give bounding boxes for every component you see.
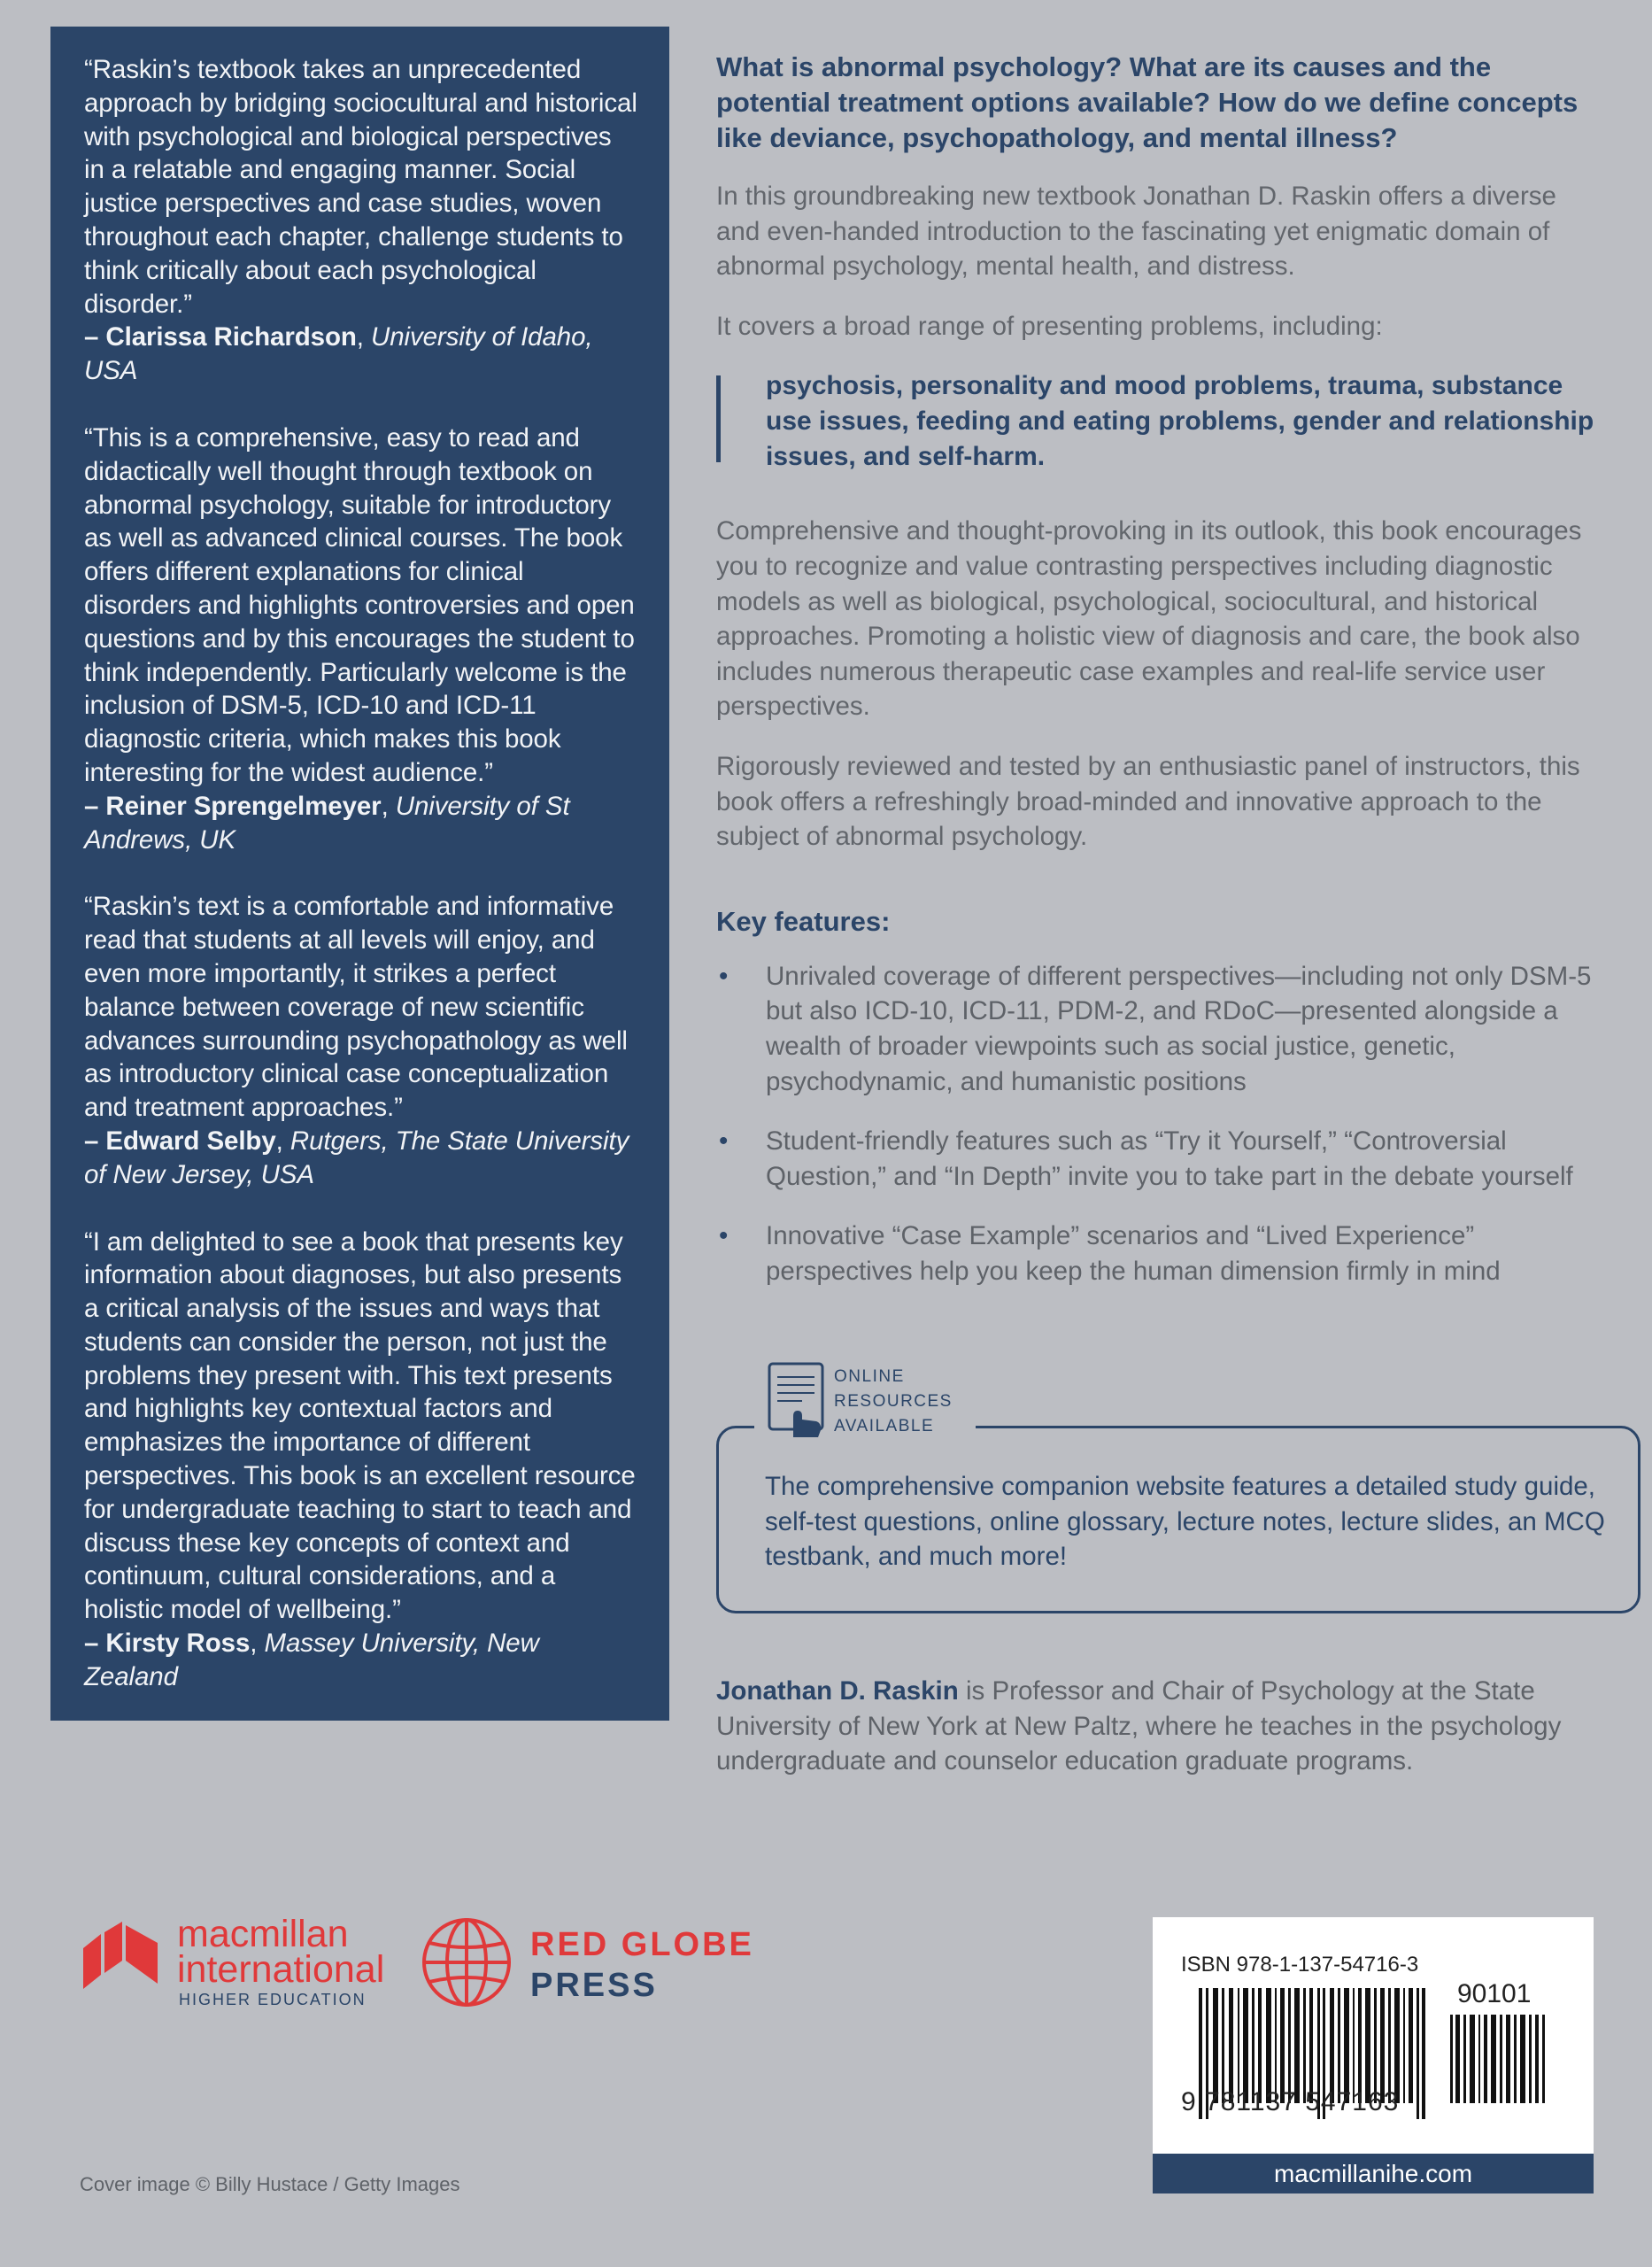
key-features-list: [716, 959, 1602, 1289]
key-features-title: Key features:: [716, 905, 891, 937]
macmillan-logo: [80, 1913, 385, 2014]
bullet-icon: •: [719, 1221, 729, 1251]
press-wordmark: PRESS: [530, 1967, 658, 2004]
author-bio: Jonathan D. Raskin is Professor and Chair of Psychology at the State University of New York at New Paltz, where he teaches in the psychology undergraduate and counselor education graduate programs.: [716, 1676, 1562, 1776]
author-name: Jonathan D. Raskin: [716, 1676, 959, 1706]
list-item: • Student-friendly features such as “Try it Yourself,” “Controversial Question,” and “In Depth” invite you to take part in the debate yourself: [716, 1124, 1602, 1194]
coverage-intro: It covers a broad range of presenting problems, including:: [716, 311, 1383, 341]
red-globe-wordmark: RED GLOBE: [530, 1926, 754, 1963]
touch-screen-icon: [767, 1361, 829, 1437]
barcode-panel: [1153, 1917, 1594, 2192]
endorsement: [84, 422, 637, 856]
cover-credit: Cover image © Billy Hustace / Getty Images: [80, 2173, 460, 2195]
endorsement-text: “Raskin’s text is a comfortable and informative read that students at all levels will enjoy, and even more importantly, it strikes a perfect balance between coverage of new scientific advances surrounding psychopathology as well as introductory clinical case conceptualization and treatment approaches.”: [84, 892, 628, 1123]
macmillan-m-icon: [80, 1922, 161, 1992]
endorsement-attribution: – Kirsty Ross, Massey University, New Zealand: [84, 1629, 539, 1691]
highlight-bar: [716, 375, 721, 462]
price-code: 90101: [1457, 1979, 1532, 2008]
coverage-list: psychosis, personality and mood problems, trauma, substance use issues, feeding and eating problems, gender and relationship issues, and self-harm.: [766, 371, 1594, 472]
endorsement-attribution: – Edward Selby, Rutgers, The State University of New Jersey, USA: [84, 1126, 629, 1189]
barcode-digits: 9 781137 547163: [1181, 2087, 1400, 2116]
bullet-icon: •: [719, 961, 729, 991]
macmillan-wordmark: macmillan international: [177, 1913, 385, 1991]
coverage-highlight: [716, 368, 1602, 475]
lead-questions: What is abnormal psychology? What are its causes and the potential treatment options available? How do we define concepts like deviance, psychopathology, and mental illness?: [716, 51, 1579, 153]
endorsement-text: “I am delighted to see a book that presents key information about diagnoses, but also presents a critical analysis of the issues and ways that students can consider the person, not just the problems they present with. This text presents and highlights key contextual factors and emphasizes the importance of different perspectives. This book is an excellent resource for undergraduate teaching to start to teach and discuss these key concepts of context and continuum, cultural considerations, and a holistic model of wellbeing.”: [84, 1226, 636, 1625]
description-column: [716, 50, 1602, 1313]
publisher-website[interactable]: macmillanihe.com: [1153, 2154, 1594, 2193]
endorsement-attribution: – Clarissa Richardson, University of Idaho, USA: [84, 322, 593, 386]
endorsement-text: “This is a comprehensive, easy to read and didactically well thought through textbook on abnormal psychology, suitable for introductory as well as advanced clinical courses. The book offers different explanations for clinical disorders and highlights controversies and open questions and by this encourages the student to think independently. Particularly welcome is the inclusion of DSM-5, ICD-10 and ICD-11 diagnostic criteria, which makes this book interesting for the widest audience.”: [84, 422, 635, 787]
endorsement: [84, 1226, 637, 1694]
bullet-icon: •: [719, 1126, 729, 1157]
endorsement: [84, 890, 637, 1191]
intro-paragraph: In this groundbreaking new textbook Jonathan D. Raskin offers a diverse and even-handed introduction to the fascinating yet enigmatic domain of abnormal psychology, mental health, and distress.: [716, 182, 1556, 282]
list-item: • Innovative “Case Example” scenarios and “Lived Experience” perspectives help you keep the human dimension firmly in mind: [716, 1219, 1602, 1288]
review-paragraph: Rigorously reviewed and tested by an enthusiastic panel of instructors, this book offers a refreshingly broad-minded and innovative approach to the subject of abnormal psychology.: [716, 751, 1580, 852]
macmillan-subtitle: HIGHER EDUCATION: [179, 1991, 367, 2008]
endorsement-text: “Raskin’s textbook takes an unprecedented approach by bridging sociocultural and historical with psychological and biological perspectives in a relatable and engaging manner. Social justice perspectives and case studies, woven throughout each chapter, challenge students to think critically about each psychological disorder.”: [84, 55, 637, 319]
endorsements-panel: [50, 27, 669, 1721]
isbn-text: ISBN 978-1-137-54716-3: [1181, 1953, 1419, 1977]
list-item: • Unrivaled coverage of different perspectives—including not only DSM-5 but also ICD-10, ICD-11, PDM-2, and RDoC—presented alongside a wealth of broader viewpoints such as social justice, genetic, psychodynamic, and humanistic positions: [716, 959, 1602, 1099]
endorsement: [84, 53, 637, 388]
endorsement-attribution: – Reiner Sprengelmeyer, University of St Andrews, UK: [84, 791, 570, 855]
online-resources-text: The comprehensive companion website features a detailed study guide, self-test questions, online glossary, lecture notes, lecture slides, an MCQ testbank, and much more!: [765, 1472, 1605, 1572]
red-globe-press-logo: [421, 1916, 775, 2014]
online-resources-box: [716, 1367, 1640, 1613]
outlook-paragraph: Comprehensive and thought-provoking in its outlook, this book encourages you to recognize and value contrasting perspectives including diagnostic models as well as biological, psychological, sociocultural, and historical approaches. Promoting a holistic view of diagnosis and care, the book also includes numerous therapeutic case examples and real-life service user perspectives.: [716, 516, 1582, 722]
online-resources-label: ONLINE RESOURCES AVAILABLE: [834, 1367, 953, 1435]
globe-icon: [421, 1916, 513, 2008]
